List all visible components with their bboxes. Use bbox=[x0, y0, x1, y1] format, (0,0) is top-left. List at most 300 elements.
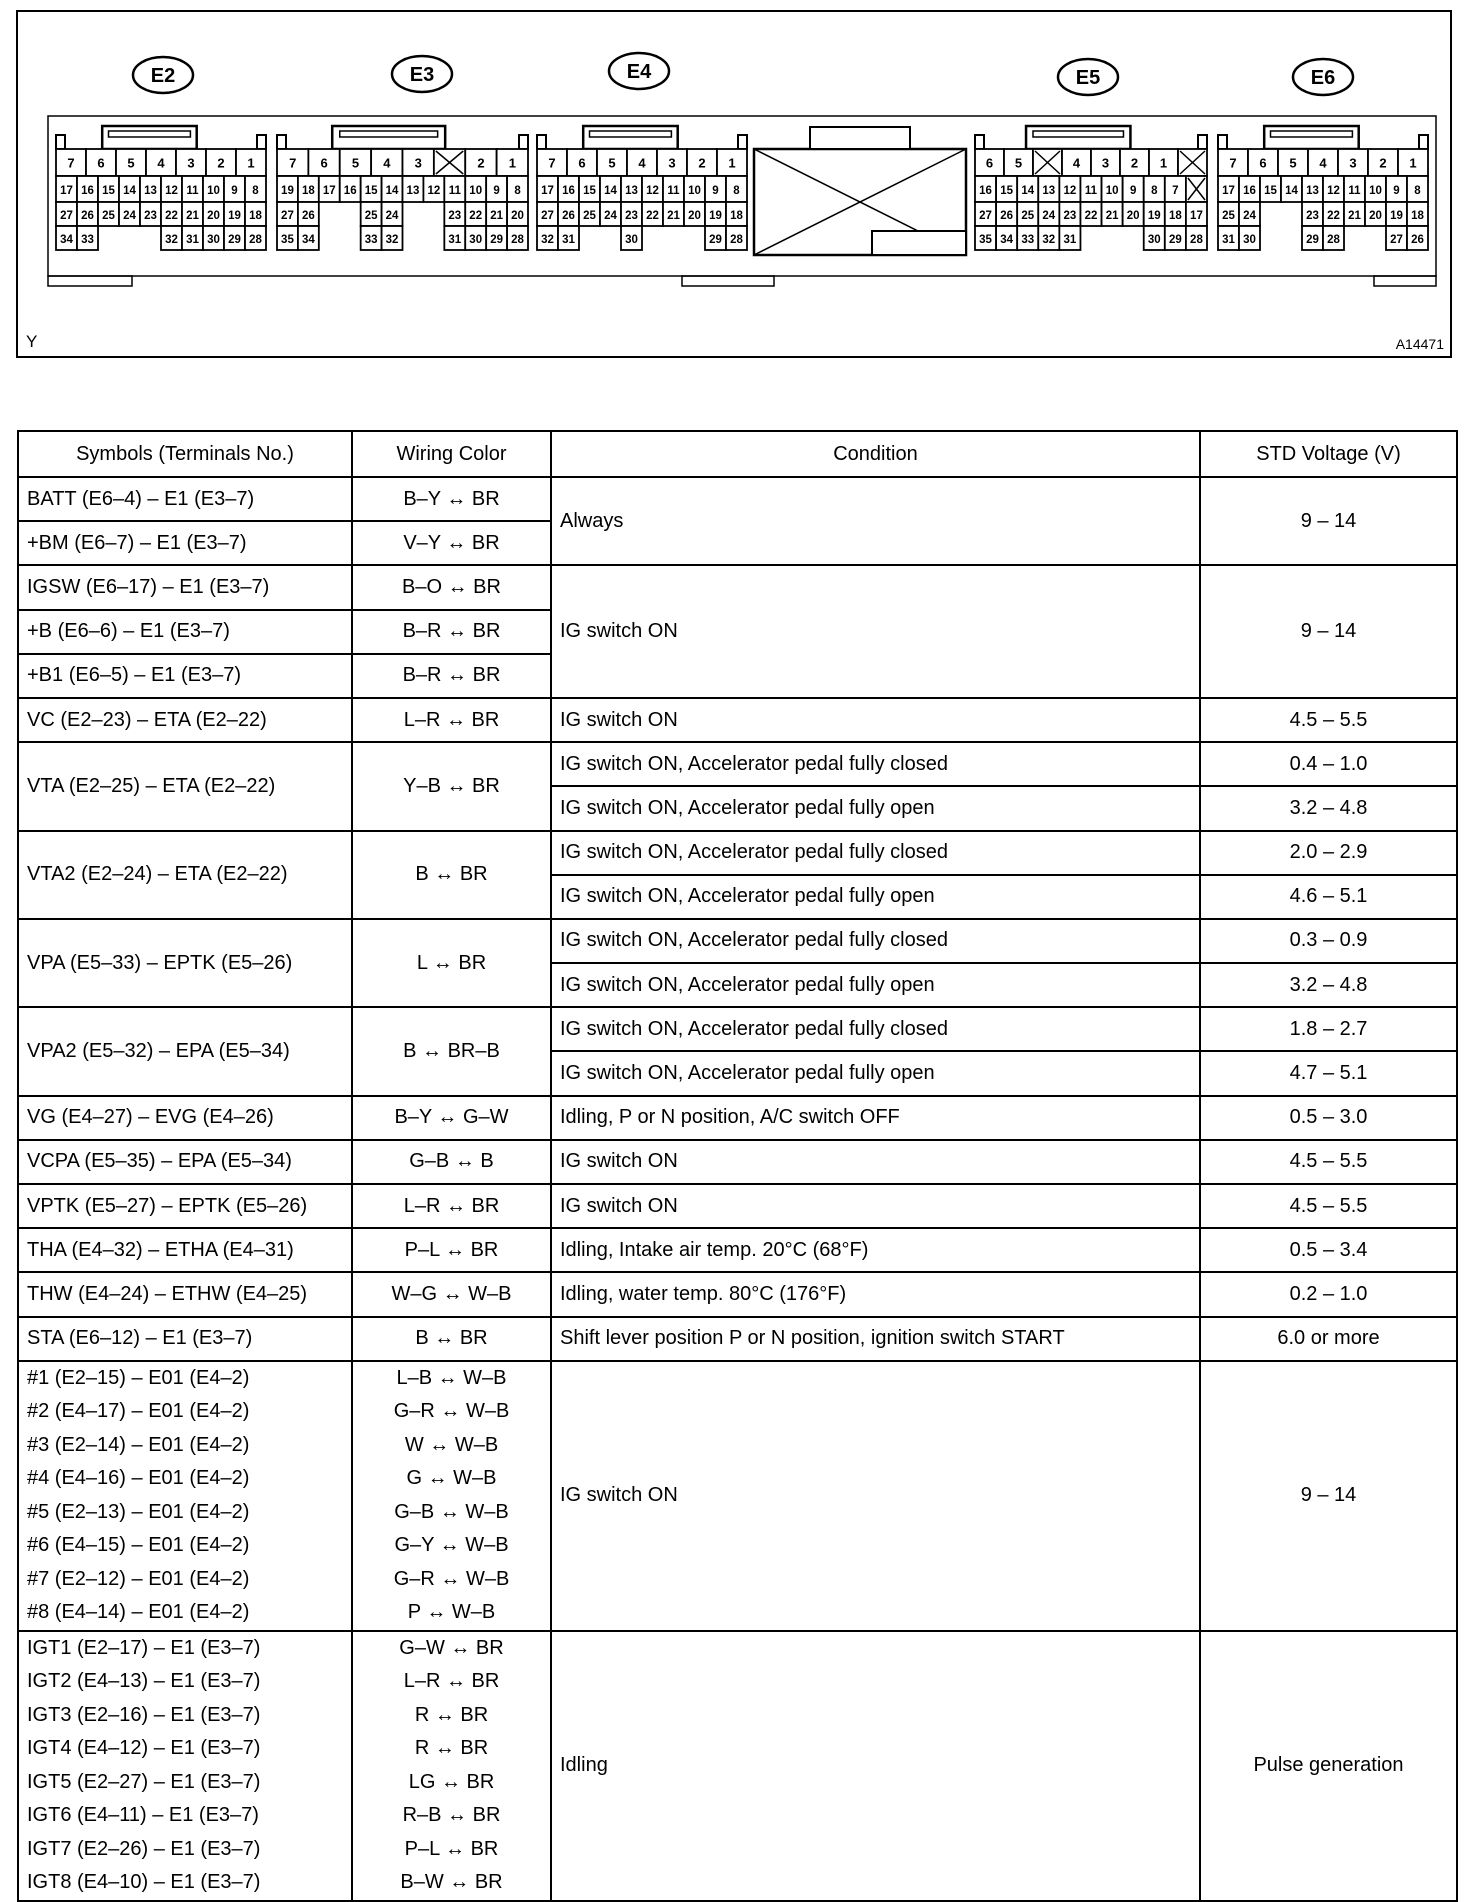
table-row bbox=[18, 1317, 1457, 1361]
table-row bbox=[18, 831, 1457, 875]
pin-number: 21 bbox=[1348, 210, 1361, 222]
pin-number: 25 bbox=[1021, 210, 1035, 222]
voltage-cell: 9 – 14 bbox=[1200, 1361, 1457, 1631]
wiring-color: G–R ↔ W–B bbox=[393, 1400, 510, 1423]
pin-number: 19 bbox=[281, 185, 294, 197]
header-symbols: Symbols (Terminals No.) bbox=[18, 431, 352, 477]
pin-number: 12 bbox=[1063, 185, 1077, 197]
pin-number: 16 bbox=[1243, 185, 1256, 197]
pin-number: 27 bbox=[1390, 234, 1403, 246]
wiring-color: G–Y ↔ W–B bbox=[394, 1534, 509, 1557]
connector-label: E5 bbox=[1075, 67, 1101, 89]
pin-number: 31 bbox=[1222, 234, 1235, 246]
wiring-color: B–Y ↔ BR bbox=[352, 477, 551, 521]
wiring-color: G ↔ W–B bbox=[406, 1467, 497, 1490]
pin-number: 2 bbox=[1130, 155, 1139, 171]
pin-number: 15 bbox=[583, 185, 596, 197]
pin-number: 18 bbox=[1168, 210, 1182, 222]
pin-number: 35 bbox=[281, 234, 294, 246]
wiring-color: B ↔ BR bbox=[352, 1317, 551, 1361]
pin-number: 18 bbox=[249, 210, 262, 222]
pin-number: 18 bbox=[1411, 210, 1424, 222]
table-header-row bbox=[18, 431, 1457, 477]
pin-number: 32 bbox=[541, 234, 554, 246]
condition: Shift lever position P or N position, ignition switch START bbox=[551, 1317, 1200, 1361]
pin-number: 34 bbox=[60, 234, 73, 246]
pin-number: 6 bbox=[1259, 155, 1267, 171]
connector-e6 bbox=[1218, 59, 1428, 250]
pin-number: 21 bbox=[667, 210, 680, 222]
pin-number: 14 bbox=[1021, 185, 1035, 197]
pin-number: 30 bbox=[1147, 234, 1161, 246]
pin-number: 23 bbox=[144, 210, 157, 222]
pin-number: 11 bbox=[1084, 185, 1098, 197]
pin-number: 30 bbox=[1243, 234, 1256, 246]
condition: Idling, Intake air temp. 20°C (68°F) bbox=[551, 1228, 1200, 1272]
terminal-symbol: #2 (E4–17) – E01 (E4–2) bbox=[27, 1400, 250, 1423]
pin-number: 19 bbox=[1147, 210, 1161, 222]
pin-number: 22 bbox=[646, 210, 659, 222]
pin-number: 8 bbox=[1151, 185, 1158, 197]
pin-number: 10 bbox=[688, 185, 701, 197]
pin-number: 24 bbox=[1243, 210, 1256, 222]
pin-number: 29 bbox=[1306, 234, 1319, 246]
pin-number: 25 bbox=[583, 210, 596, 222]
wiring-color: B–O ↔ BR bbox=[352, 565, 551, 609]
pin-number: 9 bbox=[493, 185, 500, 197]
condition: Idling, water temp. 80°C (176°F) bbox=[551, 1272, 1200, 1316]
std-voltage: 0.4 – 1.0 bbox=[1200, 742, 1457, 786]
condition: IG switch ON, Accelerator pedal fully closed bbox=[551, 831, 1200, 875]
voltage-cell: Pulse generation bbox=[1200, 1631, 1457, 1901]
housing-foot bbox=[682, 276, 774, 286]
terminal-symbol: VPA (E5–33) – EPTK (E5–26) bbox=[18, 919, 352, 1007]
wiring-color: B ↔ BR bbox=[352, 831, 551, 919]
pin-number: 19 bbox=[228, 210, 241, 222]
pin-number: 1 bbox=[508, 155, 516, 171]
pin-number: 15 bbox=[1264, 185, 1277, 197]
pin-number: 2 bbox=[698, 155, 706, 171]
pin-number: 11 bbox=[667, 185, 680, 197]
pin-number: 25 bbox=[1222, 210, 1235, 222]
terminal-symbol: IGT1 (E2–17) – E1 (E3–7) bbox=[27, 1636, 261, 1659]
header-condition: Condition bbox=[551, 431, 1200, 477]
table-row bbox=[18, 919, 1457, 963]
housing-foot bbox=[1374, 276, 1436, 286]
std-voltage: 6.0 or more bbox=[1200, 1317, 1457, 1361]
condition-cell: Idling bbox=[551, 1631, 1200, 1901]
condition: Idling, P or N position, A/C switch OFF bbox=[551, 1096, 1200, 1140]
pin-number: 29 bbox=[1168, 234, 1182, 246]
pin-number: 9 bbox=[1129, 185, 1137, 197]
pin-number: 5 bbox=[127, 155, 135, 171]
pin-number: 11 bbox=[448, 185, 461, 197]
table-row bbox=[18, 742, 1457, 786]
pin-number: 6 bbox=[985, 155, 994, 171]
table-row bbox=[18, 565, 1457, 609]
terminal-symbol: IGT3 (E2–16) – E1 (E3–7) bbox=[27, 1703, 261, 1726]
pin-number: 28 bbox=[730, 234, 743, 246]
terminal-symbol: #8 (E4–14) – E01 (E4–2) bbox=[27, 1601, 250, 1624]
pin-number: 13 bbox=[625, 185, 638, 197]
pin-number: 22 bbox=[165, 210, 178, 222]
table-row bbox=[18, 1184, 1457, 1228]
terminal-symbol: VG (E4–27) – EVG (E4–26) bbox=[18, 1096, 352, 1140]
std-voltage: 4.7 – 5.1 bbox=[1200, 1051, 1457, 1095]
pin-number: 21 bbox=[186, 210, 199, 222]
pin-number: 10 bbox=[469, 185, 483, 197]
terminal-symbol: #4 (E4–16) – E01 (E4–2) bbox=[27, 1467, 250, 1490]
pin-number: 34 bbox=[301, 234, 315, 246]
terminal-symbol: VPA2 (E5–32) – EPA (E5–34) bbox=[18, 1007, 352, 1095]
pin-number: 18 bbox=[730, 210, 743, 222]
header-std-voltage: STD Voltage (V) bbox=[1200, 431, 1457, 477]
std-voltage: 0.5 – 3.4 bbox=[1200, 1228, 1457, 1272]
wiring-color: G–B ↔ W–B bbox=[394, 1500, 509, 1523]
std-voltage: 3.2 – 4.8 bbox=[1200, 963, 1457, 1007]
pin-number: 10 bbox=[1105, 185, 1119, 197]
pin-number: 27 bbox=[281, 210, 294, 222]
wiring-color: L–R ↔ BR bbox=[403, 1670, 500, 1693]
header-wiring-color: Wiring Color bbox=[352, 431, 551, 477]
pin-number: 22 bbox=[1084, 210, 1098, 222]
pin-number: 35 bbox=[979, 234, 992, 246]
pin-number: 27 bbox=[60, 210, 73, 222]
pin-number: 23 bbox=[448, 210, 462, 222]
pin-number: 34 bbox=[1000, 234, 1014, 246]
pin-number: 17 bbox=[541, 185, 554, 197]
view-mark: Y bbox=[26, 332, 38, 351]
figure-id: A14471 bbox=[1395, 336, 1444, 352]
pin-number: 3 bbox=[1101, 155, 1110, 171]
pin-number: 31 bbox=[1063, 234, 1077, 246]
pin-number: 32 bbox=[1042, 234, 1056, 246]
pin-number: 20 bbox=[688, 210, 701, 222]
condition: IG switch ON, Accelerator pedal fully closed bbox=[551, 742, 1200, 786]
pin-number: 10 bbox=[1369, 185, 1382, 197]
table-row bbox=[18, 698, 1457, 742]
pin-number: 15 bbox=[364, 185, 378, 197]
wiring-color: G–R ↔ W–B bbox=[393, 1567, 510, 1590]
connector-label: E2 bbox=[150, 65, 176, 87]
pin-number: 11 bbox=[1348, 185, 1361, 197]
connector-e3 bbox=[277, 56, 528, 250]
std-voltage: 2.0 – 2.9 bbox=[1200, 831, 1457, 875]
condition: IG switch ON bbox=[551, 1140, 1200, 1184]
pin-number: 7 bbox=[1172, 185, 1179, 197]
pin-number: 4 bbox=[638, 155, 646, 171]
wiring-color: L–R ↔ BR bbox=[352, 1184, 551, 1228]
pin-number: 21 bbox=[490, 210, 504, 222]
connector-e4 bbox=[537, 53, 747, 250]
pin-number: 17 bbox=[60, 185, 73, 197]
pin-number: 28 bbox=[249, 234, 262, 246]
wiring-color: B ↔ BR–B bbox=[352, 1007, 551, 1095]
wiring-color: R ↔ BR bbox=[414, 1737, 489, 1760]
pin-number: 16 bbox=[562, 185, 575, 197]
pin-number: 7 bbox=[289, 155, 297, 171]
pin-number: 27 bbox=[541, 210, 554, 222]
terminal-symbol: STA (E6–12) – E1 (E3–7) bbox=[18, 1317, 352, 1361]
wiring-color-cell bbox=[352, 1631, 551, 1901]
condition: IG switch ON bbox=[551, 698, 1200, 742]
std-voltage: 4.5 – 5.5 bbox=[1200, 1184, 1457, 1228]
pin-number: 8 bbox=[514, 185, 521, 197]
terminal-symbol: VTA2 (E2–24) – ETA (E2–22) bbox=[18, 831, 352, 919]
wiring-color: R ↔ BR bbox=[414, 1703, 489, 1726]
condition-cell: IG switch ON bbox=[551, 1361, 1200, 1631]
pin-number: 17 bbox=[322, 185, 336, 197]
pin-number: 20 bbox=[1369, 210, 1382, 222]
pin-number: 7 bbox=[548, 155, 556, 171]
pin-number: 4 bbox=[157, 155, 165, 171]
condition: IG switch ON bbox=[551, 565, 1200, 698]
wiring-color: L–R ↔ BR bbox=[352, 698, 551, 742]
terminal-symbol: #7 (E2–12) – E01 (E4–2) bbox=[27, 1567, 250, 1590]
pin-number: 2 bbox=[217, 155, 225, 171]
terminal-symbol: IGT2 (E4–13) – E1 (E3–7) bbox=[27, 1670, 261, 1693]
pin-number: 29 bbox=[709, 234, 722, 246]
pin-number: 5 bbox=[351, 155, 360, 171]
pin-number: 10 bbox=[207, 185, 220, 197]
wiring-color: B–Y ↔ G–W bbox=[352, 1096, 551, 1140]
std-voltage: 0.5 – 3.0 bbox=[1200, 1096, 1457, 1140]
housing-foot bbox=[48, 276, 132, 286]
pin-number: 33 bbox=[1021, 234, 1035, 246]
pin-number: 26 bbox=[81, 210, 94, 222]
terminal-symbol: IGT5 (E2–27) – E1 (E3–7) bbox=[27, 1770, 261, 1793]
pin-number: 3 bbox=[414, 155, 422, 171]
pin-number: 6 bbox=[97, 155, 105, 171]
pin-number: 13 bbox=[406, 185, 420, 197]
terminal-symbol: IGT6 (E4–11) – E1 (E3–7) bbox=[27, 1804, 259, 1827]
pin-number: 3 bbox=[187, 155, 195, 171]
condition: IG switch ON, Accelerator pedal fully closed bbox=[551, 919, 1200, 963]
pin-number: 2 bbox=[1379, 155, 1387, 171]
terminal-symbol: THA (E4–32) – ETHA (E4–31) bbox=[18, 1228, 352, 1272]
pin-number: 16 bbox=[343, 185, 357, 197]
terminal-symbol: VTA (E2–25) – ETA (E2–22) bbox=[18, 742, 352, 830]
pin-number: 31 bbox=[562, 234, 575, 246]
ecm-connector-drawing bbox=[18, 12, 1450, 356]
pin-number: 4 bbox=[383, 155, 391, 171]
terminal-symbol: THW (E4–24) – ETHW (E4–25) bbox=[18, 1272, 352, 1316]
terminal-symbol: #6 (E4–15) – E01 (E4–2) bbox=[27, 1534, 250, 1557]
pin-number: 14 bbox=[1285, 185, 1298, 197]
condition: IG switch ON, Accelerator pedal fully open bbox=[551, 786, 1200, 830]
std-voltage: 0.3 – 0.9 bbox=[1200, 919, 1457, 963]
table-row bbox=[18, 1272, 1457, 1316]
pin-number: 20 bbox=[1126, 210, 1140, 222]
pin-number: 26 bbox=[301, 210, 315, 222]
pin-number: 8 bbox=[252, 185, 259, 197]
table-row bbox=[18, 477, 1457, 521]
pin-number: 1 bbox=[1409, 155, 1417, 171]
pin-number: 30 bbox=[469, 234, 483, 246]
std-voltage: 1.8 – 2.7 bbox=[1200, 1007, 1457, 1051]
wiring-color: Y–B ↔ BR bbox=[352, 742, 551, 830]
wiring-color: L–B ↔ W–B bbox=[396, 1366, 507, 1389]
pin-number: 14 bbox=[123, 185, 136, 197]
wiring-color: G–B ↔ B bbox=[352, 1140, 551, 1184]
pin-number: 28 bbox=[511, 234, 524, 246]
pin-number: 3 bbox=[1349, 155, 1357, 171]
wiring-color: P–L ↔ BR bbox=[352, 1228, 551, 1272]
pin-number: 22 bbox=[1327, 210, 1340, 222]
pin-number: 29 bbox=[490, 234, 504, 246]
pin-number: 16 bbox=[979, 185, 992, 197]
terminal-symbol: #5 (E2–13) – E01 (E4–2) bbox=[27, 1500, 250, 1523]
std-voltage: 4.6 – 5.1 bbox=[1200, 875, 1457, 919]
std-voltage: 4.5 – 5.5 bbox=[1200, 698, 1457, 742]
pin-number: 28 bbox=[1190, 234, 1203, 246]
pin-number: 17 bbox=[1190, 210, 1203, 222]
pin-number: 30 bbox=[625, 234, 638, 246]
terminal-symbol: #1 (E2–15) – E01 (E4–2) bbox=[27, 1366, 250, 1389]
terminal-symbol: IGT8 (E4–10) – E1 (E3–7) bbox=[27, 1871, 261, 1894]
pin-number: 13 bbox=[1306, 185, 1319, 197]
pin-number: 5 bbox=[1014, 155, 1023, 171]
wiring-color: LG ↔ BR bbox=[408, 1770, 495, 1793]
wiring-color: W–G ↔ W–B bbox=[352, 1272, 551, 1316]
pin-number: 4 bbox=[1072, 155, 1081, 171]
condition: IG switch ON, Accelerator pedal fully open bbox=[551, 875, 1200, 919]
wiring-color: G–W ↔ BR bbox=[399, 1636, 504, 1659]
pin-number: 4 bbox=[1319, 155, 1327, 171]
pin-number: 9 bbox=[712, 185, 719, 197]
pin-number: 9 bbox=[231, 185, 238, 197]
table-row bbox=[18, 1228, 1457, 1272]
pin-number: 30 bbox=[207, 234, 220, 246]
std-voltage: 4.5 – 5.5 bbox=[1200, 1140, 1457, 1184]
terminal-voltage-table bbox=[17, 430, 1458, 1902]
pin-number: 12 bbox=[1327, 185, 1340, 197]
pin-number: 26 bbox=[1000, 210, 1014, 222]
wiring-color: B–R ↔ BR bbox=[352, 654, 551, 698]
pin-number: 33 bbox=[81, 234, 94, 246]
symbol-cell bbox=[18, 1361, 352, 1631]
pin-number: 23 bbox=[625, 210, 638, 222]
pin-number: 18 bbox=[301, 185, 315, 197]
pin-number: 6 bbox=[320, 155, 328, 171]
pin-number: 11 bbox=[186, 185, 199, 197]
connector-e2 bbox=[56, 57, 266, 250]
table-row bbox=[18, 1140, 1457, 1184]
condition: IG switch ON, Accelerator pedal fully closed bbox=[551, 1007, 1200, 1051]
pin-number: 2 bbox=[477, 155, 485, 171]
pin-number: 13 bbox=[144, 185, 157, 197]
table-row-group bbox=[18, 1631, 1457, 1901]
table-row bbox=[18, 1096, 1457, 1140]
pin-number: 31 bbox=[448, 234, 462, 246]
connector-diagram bbox=[16, 10, 1452, 358]
condition: IG switch ON, Accelerator pedal fully open bbox=[551, 1051, 1200, 1095]
pin-number: 28 bbox=[1327, 234, 1340, 246]
pin-number: 24 bbox=[123, 210, 136, 222]
wiring-color: V–Y ↔ BR bbox=[352, 521, 551, 565]
terminal-symbol: +B1 (E6–5) – E1 (E3–7) bbox=[18, 654, 352, 698]
std-voltage: 3.2 – 4.8 bbox=[1200, 786, 1457, 830]
connector-e5 bbox=[975, 59, 1207, 250]
pin-number: 7 bbox=[1229, 155, 1237, 171]
terminal-symbol: IGT7 (E2–26) – E1 (E3–7) bbox=[27, 1837, 261, 1860]
pin-number: 15 bbox=[1000, 185, 1014, 197]
std-voltage: 9 – 14 bbox=[1200, 565, 1457, 698]
pin-number: 1 bbox=[1159, 155, 1168, 171]
pin-number: 24 bbox=[385, 210, 399, 222]
pin-number: 17 bbox=[1222, 185, 1235, 197]
wiring-color: B–R ↔ BR bbox=[352, 610, 551, 654]
symbol-cell bbox=[18, 1631, 352, 1901]
condition: IG switch ON bbox=[551, 1184, 1200, 1228]
pin-number: 23 bbox=[1063, 210, 1077, 222]
wiring-color: W ↔ W–B bbox=[404, 1433, 499, 1456]
pin-number: 33 bbox=[364, 234, 378, 246]
pin-number: 14 bbox=[385, 185, 399, 197]
terminal-symbol: IGT4 (E4–12) – E1 (E3–7) bbox=[27, 1737, 261, 1760]
pin-number: 6 bbox=[578, 155, 586, 171]
pin-number: 16 bbox=[81, 185, 94, 197]
pin-number: 13 bbox=[1042, 185, 1056, 197]
terminal-symbol: VPTK (E5–27) – EPTK (E5–26) bbox=[18, 1184, 352, 1228]
pin-number: 21 bbox=[1105, 210, 1119, 222]
std-voltage: 0.2 – 1.0 bbox=[1200, 1272, 1457, 1316]
connector-label: E4 bbox=[626, 61, 652, 83]
pin-number: 29 bbox=[228, 234, 241, 246]
pin-number: 24 bbox=[1042, 210, 1056, 222]
connector-label: E3 bbox=[409, 64, 435, 86]
pin-number: 23 bbox=[1306, 210, 1319, 222]
pin-number: 14 bbox=[604, 185, 617, 197]
pin-number: 26 bbox=[562, 210, 575, 222]
pin-number: 12 bbox=[165, 185, 178, 197]
pin-number: 9 bbox=[1393, 185, 1400, 197]
pin-number: 8 bbox=[733, 185, 740, 197]
condition: IG switch ON, Accelerator pedal fully open bbox=[551, 963, 1200, 1007]
pin-number: 1 bbox=[247, 155, 255, 171]
pin-number: 31 bbox=[186, 234, 199, 246]
pin-number: 32 bbox=[385, 234, 399, 246]
wiring-color: L ↔ BR bbox=[352, 919, 551, 1007]
wiring-color: R–B ↔ BR bbox=[402, 1804, 501, 1827]
pin-number: 8 bbox=[1414, 185, 1421, 197]
pin-number: 22 bbox=[469, 210, 483, 222]
pin-number: 7 bbox=[67, 155, 75, 171]
terminal-symbol: VCPA (E5–35) – EPA (E5–34) bbox=[18, 1140, 352, 1184]
pin-number: 24 bbox=[604, 210, 617, 222]
pin-number: 15 bbox=[102, 185, 115, 197]
wiring-color: B–W ↔ BR bbox=[400, 1871, 503, 1894]
pin-number: 5 bbox=[608, 155, 616, 171]
terminal-symbol: IGSW (E6–17) – E1 (E3–7) bbox=[18, 565, 352, 609]
wiring-color: P–L ↔ BR bbox=[404, 1837, 499, 1860]
table-row bbox=[18, 1007, 1457, 1051]
pin-number: 27 bbox=[979, 210, 992, 222]
pin-number: 20 bbox=[511, 210, 524, 222]
pin-number: 12 bbox=[427, 185, 441, 197]
condition: Always bbox=[551, 477, 1200, 565]
pin-number: 32 bbox=[165, 234, 178, 246]
wiring-color-cell bbox=[352, 1361, 551, 1631]
connector-label: E6 bbox=[1310, 67, 1336, 89]
terminal-symbol: #3 (E2–14) – E01 (E4–2) bbox=[27, 1433, 250, 1456]
pin-number: 19 bbox=[1390, 210, 1403, 222]
terminal-symbol: +B (E6–6) – E1 (E3–7) bbox=[18, 610, 352, 654]
pin-number: 19 bbox=[709, 210, 722, 222]
wiring-color: P ↔ W–B bbox=[407, 1601, 496, 1624]
terminal-symbol: +BM (E6–7) – E1 (E3–7) bbox=[18, 521, 352, 565]
pin-number: 25 bbox=[102, 210, 115, 222]
